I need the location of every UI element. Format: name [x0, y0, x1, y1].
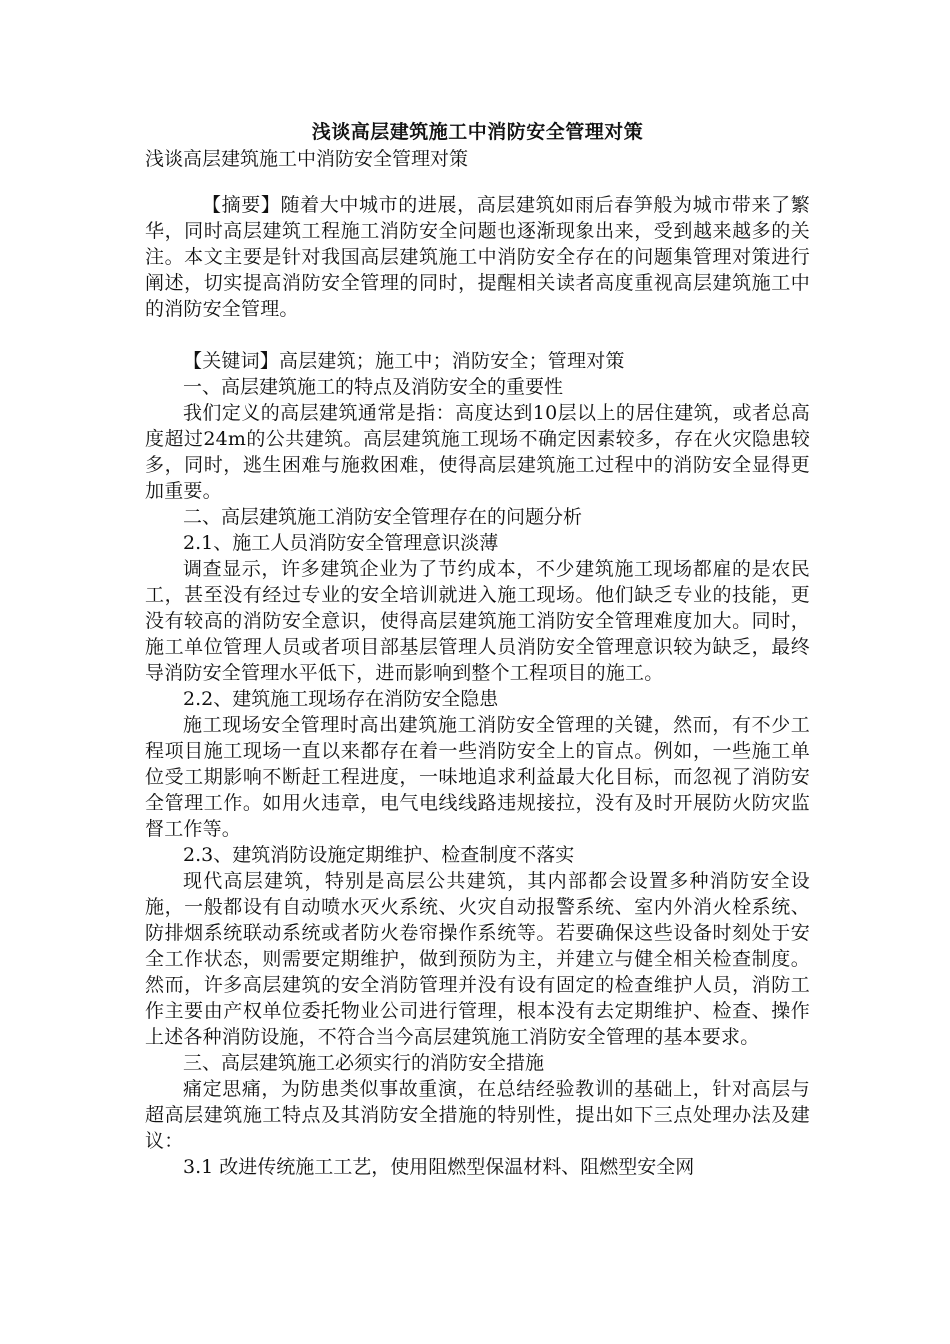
section-3-heading: 三、高层建筑施工必须实行的消防安全措施 [183, 1052, 545, 1074]
section-2-heading: 二、高层建筑施工消防安全管理存在的问题分析 [183, 506, 583, 528]
keywords-line: 【关键词】高层建筑；施工中；消防安全；管理对策 [183, 350, 625, 372]
subsection-2-3-heading: 2.3、建筑消防设施定期维护、检查制度不落实 [183, 844, 575, 866]
subsection-3-1-text: 3.1 改进传统施工工艺，使用阻燃型保温材料、阻燃型安全网 [183, 1156, 695, 1178]
abstract-paragraph: 【摘要】随着大中城市的进展，高层建筑如雨后春笋般为城市带来了繁华，同时高层建筑工程施工消防安全问题也逐渐现象出来，受到越来越多的关注。本文主要是针对我国高层建筑施工中消防安全存在的问题集管理对策进行阐述，切实提高消防安全管理的同时，提醒相关读者高度重视高层建筑施工中的消防安全管理。 [145, 194, 810, 320]
section-1-paragraph: 我们定义的高层建筑通常是指：高度达到10层以上的居住建筑，或者总高度超过24m的公共建筑。高层建筑施工现场不确定因素较多，存在火灾隐患较多，同时，逃生困难与施救困难，使得高层建筑施工过程中的消防安全显得更加重要。 [145, 402, 810, 502]
document-page [145, 118, 810, 1180]
subsection-2-2-paragraph: 施工现场安全管理时高出建筑施工消防安全管理的关键，然而，有不少工程项目施工现场一直以来都存在着一些消防安全上的盲点。例如，一些施工单位受工期影响不断赶工程进度，一味地追求利益最大化目标，而忽视了消防安全管理工作。如用火违章，电气电线线路违规接拉，没有及时开展防火防灾监督工作等。 [145, 714, 810, 840]
subsection-2-1-heading: 2.1、施工人员消防安全管理意识淡薄 [183, 532, 499, 554]
subsection-2-2-heading: 2.2、建筑施工现场存在消防安全隐患 [183, 688, 499, 710]
subsection-2-1-paragraph: 调查显示，许多建筑企业为了节约成本，不少建筑施工现场都雇的是农民工，甚至没有经过专业的安全培训就进入施工现场。他们缺乏专业的技能，更没有较高的消防安全意识，使得高层建筑施工消防安全管理难度加大。同时，施工单位管理人员或者项目部基层管理人员消防安全管理意识较为缺乏，最终导消防安全管理水平低下，进而影响到整个工程项目的施工。 [145, 558, 810, 684]
section-1-heading: 一、高层建筑施工的特点及消防安全的重要性 [183, 376, 564, 398]
document-subtitle: 浅谈高层建筑施工中消防安全管理对策 [145, 148, 469, 170]
subsection-2-3-paragraph: 现代高层建筑，特别是高层公共建筑，其内部都会设置多种消防安全设施，一般都设有自动喷水灭火系统、火灾自动报警系统、室内外消火栓系统、防排烟系统联动系统或者防火卷帘操作系统等。若要确保这些设备时刻处于安全工作状态，则需要定期维护，做到预防为主，并建立与健全相关检查制度。然而，许多高层建筑的安全消防管理并没有设有固定的检查维护人员，消防工作主要由产权单位委托物业公司进行管理，根本没有去定期维护、检查、操作上述各种消防设施，不符合当今高层建筑施工消防安全管理的基本要求。 [145, 870, 810, 1048]
document-title: 浅谈高层建筑施工中消防安全管理对策 [311, 121, 644, 143]
section-3-paragraph: 痛定思痛，为防患类似事故重演，在总结经验教训的基础上，针对高层与超高层建筑施工特点及其消防安全措施的特别性，提出如下三点处理办法及建议： [145, 1078, 810, 1152]
